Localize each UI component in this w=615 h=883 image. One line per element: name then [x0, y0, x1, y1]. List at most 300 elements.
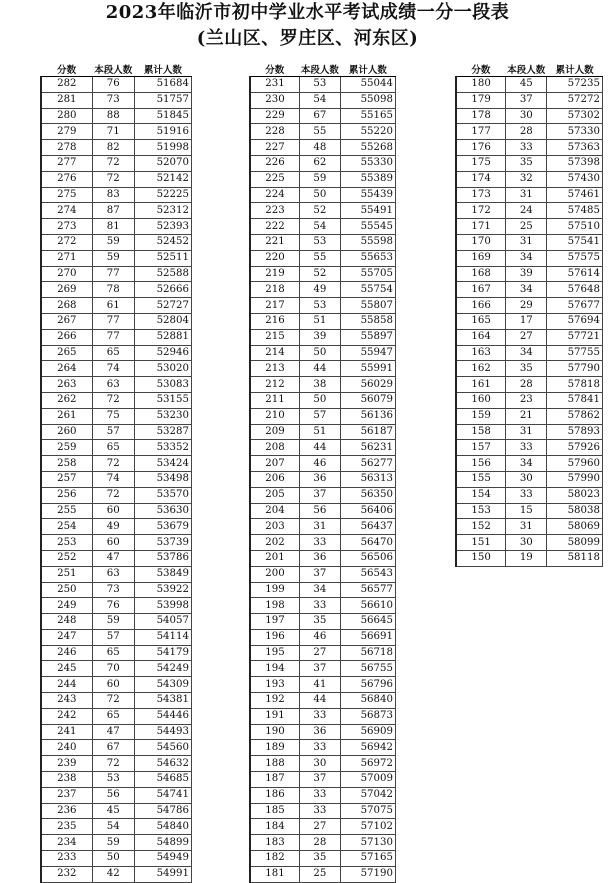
table-row [250, 440, 396, 456]
cumulative-count-cell: 53922 [134, 582, 191, 598]
cumulative-count-cell: 53998 [134, 598, 191, 614]
table-row [456, 377, 603, 393]
segment-count-cell: 77 [92, 266, 134, 282]
score-cell: 275 [41, 187, 92, 203]
table-row [41, 787, 192, 803]
segment-count-cell: 30 [506, 108, 547, 124]
cumulative-count-cell: 58099 [547, 535, 603, 551]
segment-count-cell: 57 [92, 629, 134, 645]
score-cell: 213 [250, 361, 299, 377]
score-cell: 152 [456, 519, 506, 535]
table-row [250, 535, 396, 551]
cumulative-count-cell: 57694 [547, 313, 603, 329]
score-cell: 198 [250, 598, 299, 614]
segment-count-cell: 73 [92, 92, 134, 108]
segment-count-cell: 33 [299, 708, 340, 724]
score-cell: 202 [250, 535, 299, 551]
score-cell: 229 [250, 108, 299, 124]
score-cell: 239 [41, 756, 92, 772]
cumulative-count-cell: 52666 [134, 282, 191, 298]
segment-count-cell: 46 [299, 629, 340, 645]
segment-count-cell: 65 [92, 440, 134, 456]
table-row [250, 693, 396, 709]
page-title: 2023年临沂市初中学业水平考试成绩一分一段表 [105, 2, 510, 23]
score-cell: 194 [250, 661, 299, 677]
table-row [41, 266, 192, 282]
header-segment-count: 本段人数 [506, 62, 547, 77]
table-row [250, 866, 396, 882]
score-cell: 166 [456, 298, 506, 314]
score-cell: 188 [250, 756, 299, 772]
segment-count-cell: 34 [299, 582, 340, 598]
segment-count-cell: 31 [506, 519, 547, 535]
score-cell: 235 [41, 819, 92, 835]
table-row [456, 519, 603, 535]
segment-count-cell: 33 [506, 487, 547, 503]
segment-count-cell: 39 [299, 329, 340, 345]
score-cell: 167 [456, 282, 506, 298]
cumulative-count-cell: 53786 [134, 550, 191, 566]
segment-count-cell: 72 [92, 487, 134, 503]
table-row [41, 392, 192, 408]
cumulative-count-cell: 53155 [134, 392, 191, 408]
table-row [250, 629, 396, 645]
table-row [250, 645, 396, 661]
segment-count-cell: 24 [506, 203, 547, 219]
segment-count-cell: 60 [92, 503, 134, 519]
score-cell: 242 [41, 708, 92, 724]
table-row [250, 171, 396, 187]
segment-count-cell: 76 [92, 77, 134, 93]
table-row [250, 298, 396, 314]
segment-count-cell: 57 [299, 408, 340, 424]
table-row [41, 203, 192, 219]
cumulative-count-cell: 52142 [134, 171, 191, 187]
table-row [250, 487, 396, 503]
table-row [41, 661, 192, 677]
table-row [41, 234, 192, 250]
cumulative-count-cell: 54179 [134, 645, 191, 661]
cumulative-count-cell: 54786 [134, 803, 191, 819]
cumulative-count-cell: 57648 [547, 282, 603, 298]
cumulative-count-cell: 57960 [547, 456, 603, 472]
cumulative-count-cell: 57990 [547, 471, 603, 487]
cumulative-count-cell: 57677 [547, 298, 603, 314]
table-row [41, 819, 192, 835]
table-row [456, 456, 603, 472]
segment-count-cell: 37 [299, 487, 340, 503]
table-row [250, 361, 396, 377]
cumulative-count-cell: 53498 [134, 471, 191, 487]
cumulative-count-cell: 57721 [547, 329, 603, 345]
score-cell: 269 [41, 282, 92, 298]
cumulative-count-cell: 57102 [340, 819, 395, 835]
score-cell: 220 [250, 250, 299, 266]
table-row [250, 819, 396, 835]
score-cell: 225 [250, 171, 299, 187]
table-row [41, 171, 192, 187]
table-row [41, 140, 192, 156]
cumulative-count-cell: 57165 [340, 851, 395, 867]
cumulative-count-cell: 57009 [340, 772, 395, 788]
segment-count-cell: 44 [299, 693, 340, 709]
table-row [41, 772, 192, 788]
table-row [250, 377, 396, 393]
cumulative-count-cell: 57841 [547, 392, 603, 408]
segment-count-cell: 31 [506, 234, 547, 250]
table-row [41, 408, 192, 424]
cumulative-count-cell: 57235 [547, 77, 603, 93]
table-row [250, 835, 396, 851]
score-cell: 192 [250, 693, 299, 709]
segment-count-cell: 59 [92, 835, 134, 851]
table-row [41, 187, 192, 203]
segment-count-cell: 50 [299, 345, 340, 361]
table-row [41, 535, 192, 551]
segment-count-cell: 33 [299, 535, 340, 551]
segment-count-cell: 34 [506, 250, 547, 266]
segment-count-cell: 55 [299, 250, 340, 266]
table-row [41, 124, 192, 140]
score-cell: 200 [250, 566, 299, 582]
score-cell: 209 [250, 424, 299, 440]
cumulative-count-cell: 55991 [340, 361, 395, 377]
table-row [456, 140, 603, 156]
score-cell: 184 [250, 819, 299, 835]
table-row [41, 740, 192, 756]
segment-count-cell: 76 [92, 598, 134, 614]
table-row [250, 677, 396, 693]
score-cell: 183 [250, 835, 299, 851]
segment-count-cell: 70 [92, 661, 134, 677]
segment-count-cell: 36 [299, 471, 340, 487]
table-row [456, 108, 603, 124]
score-cell: 157 [456, 440, 506, 456]
cumulative-count-cell: 56972 [340, 756, 395, 772]
score-cell: 176 [456, 140, 506, 156]
score-cell: 261 [41, 408, 92, 424]
table-row [456, 535, 603, 551]
segment-count-cell: 56 [299, 503, 340, 519]
score-cell: 274 [41, 203, 92, 219]
segment-count-cell: 23 [506, 392, 547, 408]
score-cell: 268 [41, 298, 92, 314]
score-cell: 169 [456, 250, 506, 266]
segment-count-cell: 72 [92, 693, 134, 709]
cumulative-count-cell: 56691 [340, 629, 395, 645]
segment-count-cell: 81 [92, 219, 134, 235]
header-score: 分数 [250, 62, 299, 77]
score-cell: 203 [250, 519, 299, 535]
cumulative-count-cell: 57818 [547, 377, 603, 393]
cumulative-count-cell: 57862 [547, 408, 603, 424]
segment-count-cell: 35 [506, 361, 547, 377]
score-cell: 279 [41, 124, 92, 140]
cumulative-count-cell: 55858 [340, 313, 395, 329]
table-row [456, 187, 603, 203]
score-cell: 245 [41, 661, 92, 677]
segment-count-cell: 51 [299, 313, 340, 329]
cumulative-count-cell: 58069 [547, 519, 603, 535]
segment-count-cell: 28 [506, 377, 547, 393]
cumulative-count-cell: 57461 [547, 187, 603, 203]
score-cell: 199 [250, 582, 299, 598]
cumulative-count-cell: 57485 [547, 203, 603, 219]
cumulative-count-cell: 56577 [340, 582, 395, 598]
score-cell: 177 [456, 124, 506, 140]
cumulative-count-cell: 54632 [134, 756, 191, 772]
table-row [456, 487, 603, 503]
score-cell: 205 [250, 487, 299, 503]
table-row [456, 298, 603, 314]
score-cell: 226 [250, 155, 299, 171]
table-row [41, 582, 192, 598]
cumulative-count-cell: 54560 [134, 740, 191, 756]
cumulative-count-cell: 53020 [134, 361, 191, 377]
score-cell: 249 [41, 598, 92, 614]
segment-count-cell: 88 [92, 108, 134, 124]
score-cell: 173 [456, 187, 506, 203]
segment-count-cell: 27 [299, 645, 340, 661]
table-row [41, 361, 192, 377]
segment-count-cell: 34 [506, 456, 547, 472]
score-cell: 216 [250, 313, 299, 329]
table-row [250, 408, 396, 424]
segment-count-cell: 31 [506, 187, 547, 203]
score-cell: 180 [456, 77, 506, 93]
table-row [250, 772, 396, 788]
table-row [41, 550, 192, 566]
score-cell: 252 [41, 550, 92, 566]
segment-count-cell: 30 [299, 756, 340, 772]
table-row [250, 155, 396, 171]
segment-count-cell: 25 [506, 219, 547, 235]
segment-count-cell: 44 [299, 361, 340, 377]
score-cell: 240 [41, 740, 92, 756]
table-row [250, 708, 396, 724]
segment-count-cell: 65 [92, 645, 134, 661]
table-row [250, 661, 396, 677]
cumulative-count-cell: 56437 [340, 519, 395, 535]
segment-count-cell: 78 [92, 282, 134, 298]
table-row [456, 219, 603, 235]
cumulative-count-cell: 56873 [340, 708, 395, 724]
score-cell: 228 [250, 124, 299, 140]
segment-count-cell: 74 [92, 361, 134, 377]
cumulative-count-cell: 53849 [134, 566, 191, 582]
score-cell: 172 [456, 203, 506, 219]
cumulative-count-cell: 58023 [547, 487, 603, 503]
score-table-1 [40, 62, 192, 883]
segment-count-cell: 39 [506, 266, 547, 282]
segment-count-cell: 77 [92, 313, 134, 329]
table-row [41, 108, 192, 124]
cumulative-count-cell: 51916 [134, 124, 191, 140]
segment-count-cell: 28 [299, 835, 340, 851]
table-row [41, 835, 192, 851]
segment-count-cell: 54 [92, 819, 134, 835]
score-cell: 281 [41, 92, 92, 108]
score-cell: 214 [250, 345, 299, 361]
segment-count-cell: 54 [299, 92, 340, 108]
table-row [250, 724, 396, 740]
cumulative-count-cell: 52511 [134, 250, 191, 266]
score-cell: 256 [41, 487, 92, 503]
cumulative-count-cell: 54741 [134, 787, 191, 803]
segment-count-cell: 32 [506, 171, 547, 187]
segment-count-cell: 49 [92, 519, 134, 535]
table-row [41, 614, 192, 630]
score-cell: 160 [456, 392, 506, 408]
score-cell: 168 [456, 266, 506, 282]
segment-count-cell: 33 [299, 598, 340, 614]
table-row [250, 219, 396, 235]
table-row [41, 440, 192, 456]
segment-count-cell: 33 [506, 140, 547, 156]
header-cumulative-count: 累计人数 [340, 62, 395, 77]
score-cell: 264 [41, 361, 92, 377]
cumulative-count-cell: 55165 [340, 108, 395, 124]
table-row [456, 92, 603, 108]
segment-count-cell: 52 [299, 203, 340, 219]
segment-count-cell: 37 [506, 92, 547, 108]
table-row [456, 345, 603, 361]
score-cell: 257 [41, 471, 92, 487]
score-cell: 250 [41, 582, 92, 598]
table-row [250, 503, 396, 519]
segment-count-cell: 75 [92, 408, 134, 424]
segment-count-cell: 72 [92, 171, 134, 187]
segment-count-cell: 67 [299, 108, 340, 124]
cumulative-count-cell: 54493 [134, 724, 191, 740]
segment-count-cell: 61 [92, 298, 134, 314]
table-row [456, 440, 603, 456]
score-cell: 178 [456, 108, 506, 124]
score-cell: 210 [250, 408, 299, 424]
score-cell: 212 [250, 377, 299, 393]
table-row [41, 424, 192, 440]
score-cell: 151 [456, 535, 506, 551]
cumulative-count-cell: 56909 [340, 724, 395, 740]
score-cell: 282 [41, 77, 92, 93]
cumulative-count-cell: 52070 [134, 155, 191, 171]
score-cell: 244 [41, 677, 92, 693]
table-row [41, 298, 192, 314]
cumulative-count-cell: 56942 [340, 740, 395, 756]
cumulative-count-cell: 56470 [340, 535, 395, 551]
table-row [41, 219, 192, 235]
segment-count-cell: 50 [299, 392, 340, 408]
segment-count-cell: 36 [299, 724, 340, 740]
segment-count-cell: 35 [299, 614, 340, 630]
table-row [456, 171, 603, 187]
score-cell: 270 [41, 266, 92, 282]
cumulative-count-cell: 55807 [340, 298, 395, 314]
cumulative-count-cell: 52881 [134, 329, 191, 345]
segment-count-cell: 55 [299, 124, 340, 140]
segment-count-cell: 72 [92, 392, 134, 408]
cumulative-count-cell: 54685 [134, 772, 191, 788]
score-cell: 219 [250, 266, 299, 282]
cumulative-count-cell: 55220 [340, 124, 395, 140]
segment-count-cell: 73 [92, 582, 134, 598]
score-cell: 181 [250, 866, 299, 882]
cumulative-count-cell: 52946 [134, 345, 191, 361]
score-cell: 246 [41, 645, 92, 661]
segment-count-cell: 65 [92, 345, 134, 361]
segment-count-cell: 71 [92, 124, 134, 140]
table-row [456, 471, 603, 487]
segment-count-cell: 37 [299, 566, 340, 582]
cumulative-count-cell: 58038 [547, 503, 603, 519]
table-row [250, 787, 396, 803]
segment-count-cell: 36 [299, 550, 340, 566]
segment-count-cell: 60 [92, 677, 134, 693]
table-row [41, 756, 192, 772]
segment-count-cell: 62 [299, 155, 340, 171]
cumulative-count-cell: 53739 [134, 535, 191, 551]
score-cell: 251 [41, 566, 92, 582]
score-cell: 243 [41, 693, 92, 709]
score-cell: 223 [250, 203, 299, 219]
cumulative-count-cell: 58118 [547, 550, 603, 566]
cumulative-count-cell: 54114 [134, 629, 191, 645]
cumulative-count-cell: 51757 [134, 92, 191, 108]
table-row [456, 424, 603, 440]
cumulative-count-cell: 52804 [134, 313, 191, 329]
segment-count-cell: 15 [506, 503, 547, 519]
cumulative-count-cell: 55268 [340, 140, 395, 156]
cumulative-count-cell: 53570 [134, 487, 191, 503]
segment-count-cell: 33 [506, 440, 547, 456]
cumulative-count-cell: 56231 [340, 440, 395, 456]
table-row [456, 77, 603, 93]
score-cell: 153 [456, 503, 506, 519]
segment-count-cell: 50 [92, 851, 134, 867]
cumulative-count-cell: 57190 [340, 866, 395, 882]
segment-count-cell: 35 [506, 155, 547, 171]
table-row [250, 756, 396, 772]
cumulative-count-cell: 56610 [340, 598, 395, 614]
score-table-3 [455, 62, 603, 567]
segment-count-cell: 21 [506, 408, 547, 424]
segment-count-cell: 59 [92, 234, 134, 250]
score-cell: 278 [41, 140, 92, 156]
cumulative-count-cell: 52393 [134, 219, 191, 235]
score-cell: 187 [250, 772, 299, 788]
segment-count-cell: 48 [299, 140, 340, 156]
table-row [250, 424, 396, 440]
score-cell: 221 [250, 234, 299, 250]
segment-count-cell: 87 [92, 203, 134, 219]
cumulative-count-cell: 55947 [340, 345, 395, 361]
cumulative-count-cell: 57042 [340, 787, 395, 803]
table-row [250, 614, 396, 630]
table-row [41, 724, 192, 740]
segment-count-cell: 33 [299, 787, 340, 803]
score-cell: 170 [456, 234, 506, 250]
cumulative-count-cell: 56506 [340, 550, 395, 566]
table-row [250, 108, 396, 124]
header-segment-count: 本段人数 [92, 62, 134, 77]
table-row [250, 566, 396, 582]
segment-count-cell: 27 [506, 329, 547, 345]
table-row [250, 313, 396, 329]
segment-count-cell: 25 [299, 866, 340, 882]
score-cell: 267 [41, 313, 92, 329]
cumulative-count-cell: 56079 [340, 392, 395, 408]
segment-count-cell: 52 [299, 266, 340, 282]
